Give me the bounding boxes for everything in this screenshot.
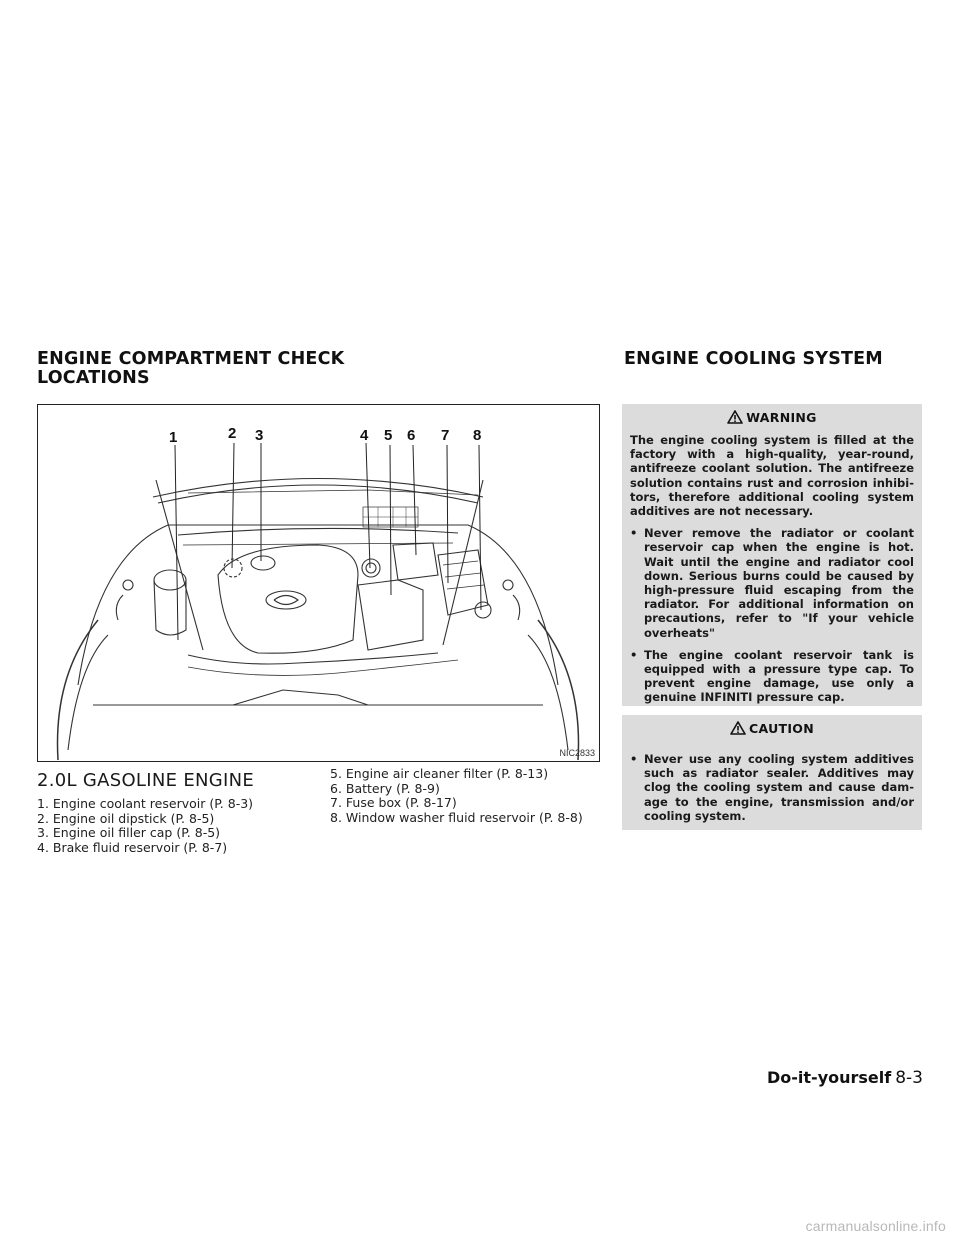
chapter-name: Do-it-yourself (767, 1068, 892, 1087)
warning-bullet (630, 526, 914, 640)
callout-2: 2 (228, 425, 237, 442)
bullet-text: Never remove the radiator or coolant reservoir cap when the engine is hot. Wait until the engine and radiator cool down. Serious burns could be caused by high-pressure fluid escaping from the radiator. For additional information on precautions, refer to "If your vehicle overheats" (644, 526, 914, 640)
warning-box (622, 404, 922, 706)
engine-heading: 2.0L GASOLINE ENGINE (37, 770, 255, 791)
engine-illustration (38, 405, 598, 760)
callout-6: 6 (407, 427, 416, 444)
callout-7: 7 (441, 427, 450, 444)
bullet-text: Never use any cooling system additives such as radiator sealer. Additives may clog the cooling system and cause dam-age to the engine, transmission and/or cooling system. (644, 752, 914, 823)
caution-bullet (630, 752, 914, 823)
bullet-dot: • (630, 647, 638, 662)
callout-4: 4 (360, 427, 369, 444)
list-item: 7. Fuse box (P. 8-17) (330, 795, 457, 810)
callout-3: 3 (255, 427, 264, 444)
warning-label: WARNING (746, 409, 817, 425)
list-item: 4. Brake fluid reservoir (P. 8-7) (37, 839, 228, 855)
warning-icon (727, 410, 743, 424)
bullet-text: The engine coolant reservoir tank is equipped with a pressure type cap. To prevent engine damage, use only a genuine INFINITI pressure cap. (644, 647, 914, 705)
location-list-right (330, 767, 583, 825)
page-number: 8-3 (895, 1068, 923, 1088)
list-item: 3. Engine oil filler cap (P. 8-5) (37, 825, 221, 840)
list-item: 2. Engine oil dipstick (P. 8-5) (37, 810, 215, 826)
figure-code: NIC2833 (559, 748, 595, 758)
list-item: 6. Battery (P. 8-9) (330, 780, 440, 796)
warning-bullet (630, 648, 914, 705)
engine-compartment-figure (37, 404, 600, 762)
bullet-dot: • (630, 526, 638, 541)
section-title-right: ENGINE COOLING SYSTEM (624, 349, 883, 369)
caution-label: CAUTION (749, 720, 814, 736)
caution-box (622, 715, 922, 830)
location-list-left (37, 797, 253, 855)
watermark: carmanualsonline.info (805, 1218, 946, 1234)
callout-8: 8 (473, 427, 482, 444)
page-footer (767, 1068, 923, 1088)
bullet-dot: • (630, 752, 638, 766)
section-title-left: ENGINE COMPARTMENT CHECK LOCATIONS (37, 349, 345, 388)
list-item: 8. Window washer fluid reservoir (P. 8-8) (330, 809, 583, 825)
list-item: 1. Engine coolant reservoir (P. 8-3) (37, 796, 254, 811)
caution-icon (730, 721, 746, 735)
callout-1: 1 (169, 429, 178, 446)
list-item: 5. Engine air cleaner filter (P. 8-13) (330, 766, 549, 781)
callout-5: 5 (384, 427, 393, 444)
caution-header (622, 718, 922, 738)
warning-intro: The engine cooling system is filled at the factory with a high-quality, year-round, antifreeze coolant solution. The antifreeze solution contains rust and corrosion inhibi-tors, therefore additional cooling system additives are not necessary. (630, 433, 914, 519)
warning-header (622, 407, 922, 427)
